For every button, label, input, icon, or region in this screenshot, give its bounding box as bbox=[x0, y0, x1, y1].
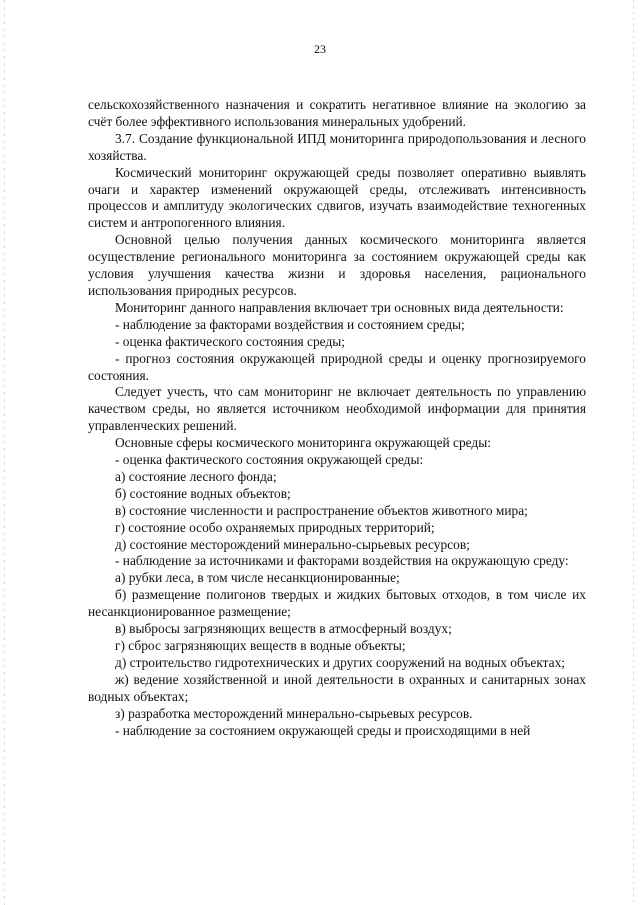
list-item: а) состояние лесного фонда; bbox=[115, 468, 277, 484]
list-item: б) состояние водных объектов; bbox=[115, 485, 291, 501]
paragraph: Основные сферы космического мониторинга окружающей среды: bbox=[115, 435, 491, 451]
list-item: - наблюдение за состоянием окружающей среды и происходящими в ней bbox=[115, 722, 531, 738]
paragraph: сельскохозяйственного назначения и сократить негативное влияние на экологию за счёт более эффективного использования минеральных удобрений. bbox=[88, 97, 586, 129]
list-item: д) состояние месторождений минерально-сырьевых ресурсов; bbox=[115, 536, 470, 552]
paragraph: Мониторинг данного направления включает три основных вида деятельности: bbox=[115, 299, 564, 315]
list-item: - оценка фактического состояния окружающей среды: bbox=[115, 452, 424, 468]
paragraph: Космический мониторинг окружающей среды позволяет оперативно выявлять очаги и характер изменений окружающей среды, отслеживать интенсивность процессов и амплитуду экологических сдвигов, изучать взаимодействие техногенных систем и антропогенного влияния. bbox=[88, 164, 586, 231]
paragraph: Следует учесть, что сам мониторинг не включает деятельность по управлению качеством среды, но является источником необходимой информации для принятия управленческих решений. bbox=[88, 384, 586, 434]
document-body bbox=[88, 97, 586, 739]
page-number: 23 bbox=[314, 42, 326, 56]
list-item: б) размещение полигонов твердых и жидких бытовых отходов, в том числе их несанкционированное размещение; bbox=[88, 587, 586, 620]
list-item: в) состояние численности и распространение объектов животного мира; bbox=[115, 502, 528, 518]
list-item: - наблюдение за факторами воздействия и состоянием среды; bbox=[115, 316, 465, 332]
list-item: з) разработка месторождений минерально-сырьевых ресурсов. bbox=[115, 705, 473, 721]
list-item: - прогноз состояния окружающей природной среды и оценку прогнозируемого состояния. bbox=[88, 350, 586, 383]
list-item: ж) ведение хозяйственной и иной деятельности в охранных и санитарных зонах водных объектах; bbox=[88, 671, 586, 704]
list-item: г) состояние особо охраняемых природных территорий; bbox=[115, 519, 435, 535]
list-item: г) сброс загрязняющих веществ в водные объекты; bbox=[115, 638, 406, 653]
section-heading: 3.7. Создание функциональной ИПД мониторинга природопользования и лесного хозяйства. bbox=[88, 130, 586, 163]
list-item: в) выбросы загрязняющих веществ в атмосферный воздух; bbox=[115, 621, 452, 637]
scan-edge-left bbox=[4, 0, 5, 905]
paragraph: Основной целью получения данных космического мониторинга является осуществление регионального мониторинга за состоянием окружающей среды как условия улучшения качества жизни и здоровья населения, рационального использования природных ресурсов. bbox=[88, 232, 586, 298]
scan-edge-right bbox=[633, 0, 634, 905]
list-item: - наблюдение за источниками и факторами воздействия на окружающую среду: bbox=[115, 553, 569, 569]
list-item: д) строительство гидротехнических и других сооружений на водных объектах; bbox=[115, 654, 566, 670]
list-item: а) рубки леса, в том числе несанкционированные; bbox=[115, 570, 400, 586]
list-item: - оценка фактического состояния среды; bbox=[115, 333, 345, 349]
